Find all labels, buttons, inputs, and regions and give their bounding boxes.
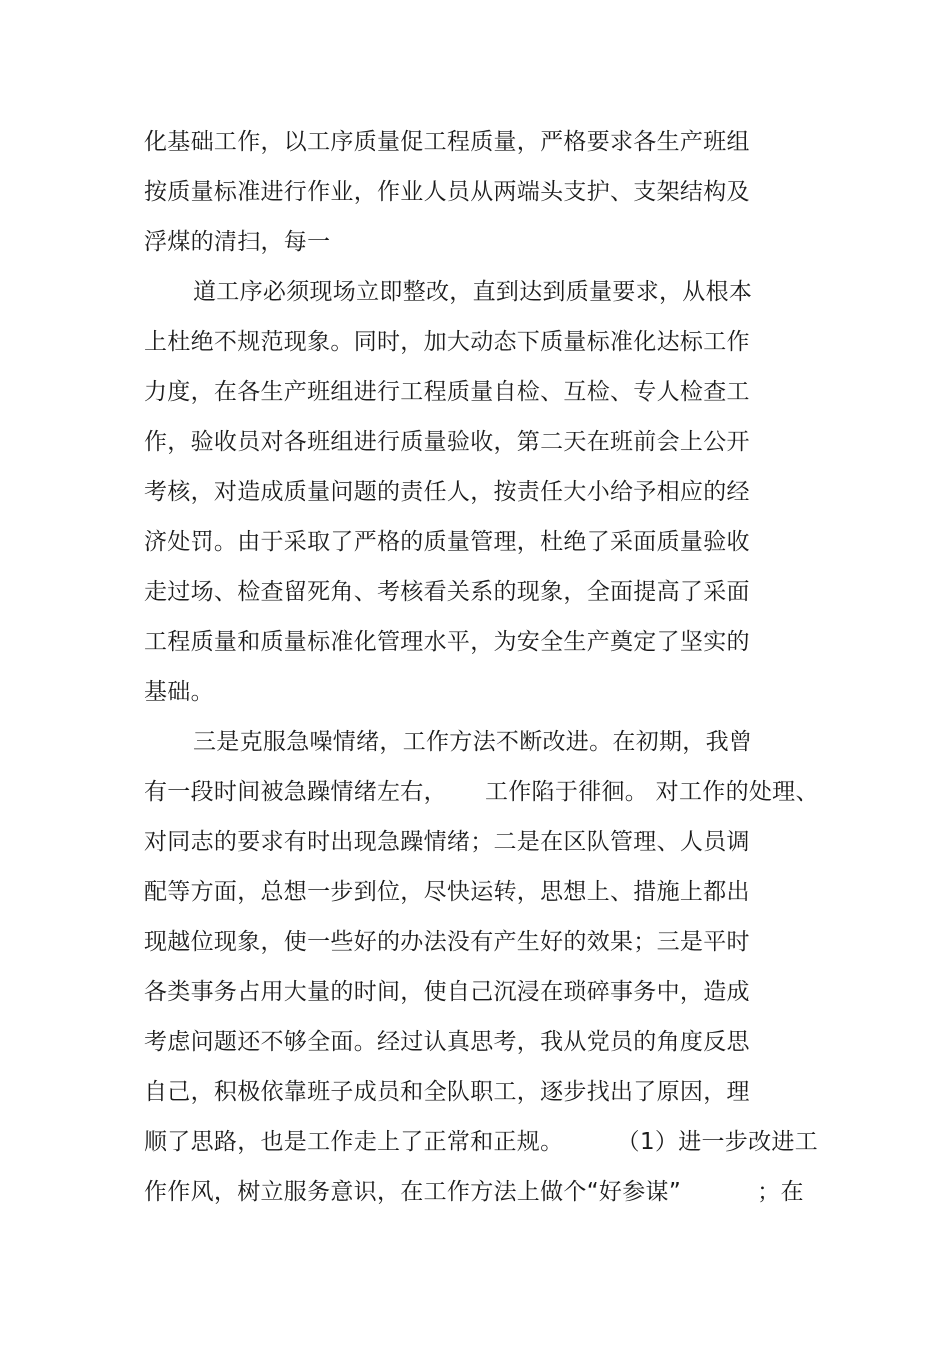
text-line: 对同志的要求有时出现急躁情绪；二是在区队管理、人员调 xyxy=(144,829,750,855)
text-line: 力度，在各生产班组进行工程质量自检、互检、专人检查工 xyxy=(144,379,750,405)
text-line: 各类事务占用大量的时间，使自己沉浸在琐碎事务中，造成 xyxy=(144,979,750,1005)
text-line: 考虑问题还不够全面。经过认真思考，我从党员的角度反思 xyxy=(144,1029,750,1055)
text-line: 工程质量和质量标准化管理水平，为安全生产奠定了坚实的 xyxy=(144,629,750,655)
text-line: 济处罚。由于采取了严格的质量管理，杜绝了采面质量验收 xyxy=(144,529,750,555)
text-line: 化基础工作，以工序质量促工程质量，严格要求各生产班组 xyxy=(144,129,750,155)
text-line: 浮煤的清扫，每一 xyxy=(144,229,331,255)
text-line: 按质量标准进行作业，作业人员从两端头支护、支架结构及 xyxy=(144,179,750,205)
text-line: 顺了思路，也是工作走上了正常和正规。 （1）进一步改进工 xyxy=(144,1129,819,1155)
text-line: 上杜绝不规范现象。同时，加大动态下质量标准化达标工作 xyxy=(144,329,750,355)
text-line: 配等方面，总想一步到位，尽快运转，思想上、措施上都出 xyxy=(144,879,750,905)
text-line: 作作风，树立服务意识，在工作方法上做个“好参谋” ；在 xyxy=(144,1179,804,1205)
text-line: 自己，积极依靠班子成员和全队职工，逐步找出了原因，理 xyxy=(144,1079,750,1105)
text-line: 基础。 xyxy=(144,679,214,705)
paragraph-first-line: 道工序必须现场立即整改，直到达到质量要求，从根本 xyxy=(193,279,753,305)
text-line: 走过场、检查留死角、考核看关系的现象，全面提高了采面 xyxy=(144,579,750,605)
text-line: 现越位现象，使一些好的办法没有产生好的效果；三是平时 xyxy=(144,929,750,955)
paragraph-first-line: 三是克服急噪情绪，工作方法不断改进。在初期，我曾 xyxy=(193,729,753,755)
text-line: 考核，对造成质量问题的责任人，按责任大小给予相应的经 xyxy=(144,479,750,505)
text-line: 作，验收员对各班组进行质量验收，第二天在班前会上公开 xyxy=(144,429,750,455)
text-line: 有一段时间被急躁情绪左右， 工作陷于徘徊。 对工作的处理、 xyxy=(144,779,819,805)
